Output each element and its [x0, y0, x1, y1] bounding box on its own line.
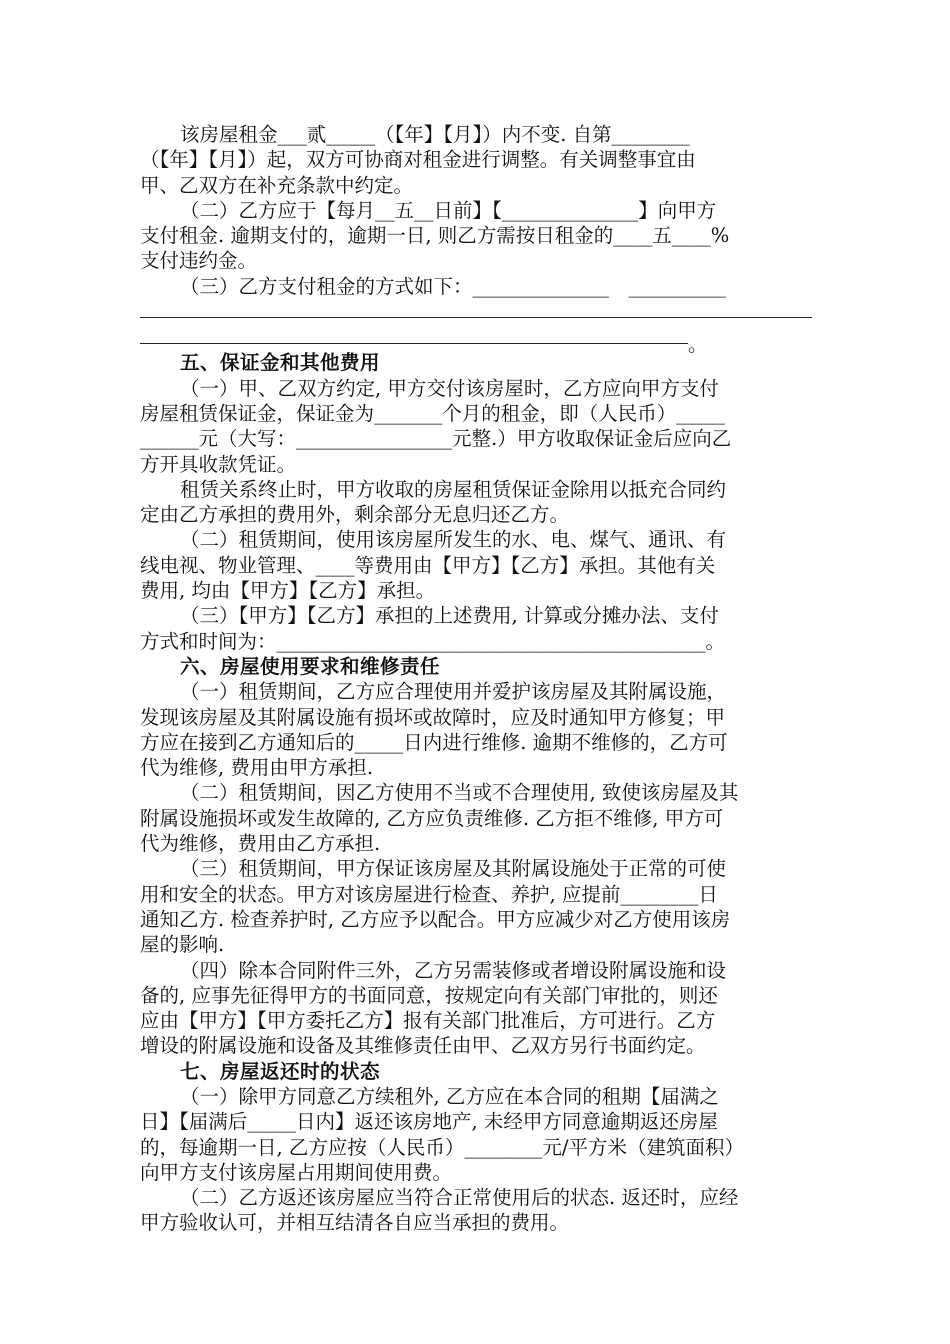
cost-allocation-line-1: （三）【甲方】【乙方】承担的上述费用, 计算或分摊办法、支付 [180, 604, 719, 628]
maintenance-line-3: 方应在接到乙方通知后的_____日内进行维修. 逾期不维修的，乙方可 [140, 730, 728, 754]
return-line-2: 日】【届满后_____日内】返还该房地产, 未经甲方同意逾期返还房屋 [140, 1110, 718, 1134]
deposit-return-line-1: 租赁关系终止时，甲方收取的房屋租赁保证金除用以抵充合同约 [180, 477, 727, 501]
renovation-line-3: 应由【甲方】【甲方委托乙方】报有关部门批准后，方可进行。乙方 [140, 1009, 716, 1033]
payment-deadline-line-1: （二）乙方应于【每月__五__日前】【______________】向甲方 [180, 198, 717, 222]
payment-method-short-blank [140, 325, 688, 344]
utilities-line-3: 费用, 均由【甲方】【乙方】承担。 [140, 579, 436, 603]
tenant-damage-line-2: 附属设施损坏或发生故障的, 乙方应负责维修. 乙方拒不维修, 甲方可 [140, 806, 724, 830]
rent-unchanged-line-2: （【年】【月】）起，双方可协商对租金进行调整。有关调整事宜由 [140, 148, 696, 172]
maintenance-line-1: （一）租赁期间，乙方应合理使用并爱护该房屋及其附属设施， [180, 680, 727, 704]
utilities-line-1: （二）租赁期间，使用该房屋所发生的水、电、煤气、通讯、有 [180, 528, 727, 552]
maintenance-line-4: 代为维修, 费用由甲方承担. [140, 756, 374, 780]
cost-allocation-line-2: 方式和时间为：____________________________________________。 [140, 629, 726, 653]
inspection-line-1: （三）租赁期间，甲方保证该房屋及其附属设施处于正常的可使 [180, 857, 727, 881]
return-line-3: 的，每逾期一日, 乙方应按（人民币）________元/平方米（建筑面积） [140, 1135, 744, 1159]
payment-method-blank-line [140, 299, 812, 318]
deposit-line-1: （一）甲、乙双方约定, 甲方交付该房屋时，乙方应向甲方支付 [180, 376, 719, 400]
utilities-line-2: 线电视、物业管理、____等费用由【甲方】【乙方】承担。其他有关 [140, 553, 716, 577]
renovation-line-4: 增设的附属设施和设备及其维修责任由甲、乙双方另行书面约定。 [140, 1034, 706, 1058]
rent-unchanged-line-1: 该房屋租金___贰_____（【年】【月】）内不变. 自第________ [180, 123, 690, 146]
return-condition-line-1: （二）乙方返还该房屋应当符合正常使用后的状态. 返还时，应经 [180, 1186, 739, 1210]
maintenance-line-2: 发现该房屋及其附属设施有损坏或故障时，应及时通知甲方修复；甲 [140, 705, 726, 729]
deposit-line-4: 方开具收款凭证。 [140, 452, 297, 476]
deposit-line-2: 房屋租赁保证金，保证金为_______个月的租金，即（人民币）_____ [140, 401, 726, 425]
contract-page [140, 122, 812, 1236]
return-line-1: （一）除甲方同意乙方续租外, 乙方应在本合同的租期【届满之 [180, 1084, 719, 1108]
tenant-damage-line-1: （二）租赁期间，因乙方使用不当或不合理使用, 致使该房屋及其 [180, 781, 739, 805]
section-6-heading: 六、房屋使用要求和维修责任 [180, 654, 441, 678]
section-7-heading: 七、房屋返还时的状态 [180, 1059, 381, 1083]
payment-deadline-line-2: 支付租金. 逾期支付的，逾期一日, 则乙方需按日租金的____五____% [140, 224, 730, 248]
inspection-line-2: 用和安全的状态。甲方对该房屋进行检查、养护, 应提前________日 [140, 882, 718, 906]
payment-method-line-1: （三）乙方支付租金的方式如下：______________ __________ [180, 274, 727, 298]
payment-method-blank-line-2 [140, 325, 812, 357]
rent-unchanged-line-3: 甲、乙双方在补充条款中约定。 [140, 173, 414, 197]
section-5-heading: 五、保证金和其他费用 [180, 351, 381, 375]
payment-deadline-line-3: 支付违约金。 [140, 249, 258, 273]
deposit-line-3: ______元（大写：________________元整.）甲方收取保证金后应向乙 [140, 427, 732, 451]
tenant-damage-line-3: 代为维修，费用由乙方承担. [140, 832, 381, 856]
inspection-line-3: 通知乙方. 检查养护时, 乙方应予以配合。甲方应减少对乙方使用该房 [140, 907, 731, 931]
return-line-4: 向甲方支付该房屋占用期间使用费。 [140, 1160, 453, 1184]
return-condition-line-2: 甲方验收认可，并相互结清各自应当承担的费用。 [140, 1211, 570, 1235]
deposit-return-line-2: 定由乙方承担的费用外，剩余部分无息归还乙方。 [140, 503, 570, 527]
payment-method-end: 。 [688, 333, 708, 357]
renovation-line-1: （四）除本合同附件三外，乙方另需装修或者增设附属设施和设 [180, 958, 727, 982]
renovation-line-2: 备的, 应事先征得甲方的书面同意，按规定向有关部门审批的，则还 [140, 983, 718, 1007]
inspection-line-4: 屋的影响. [140, 933, 225, 957]
